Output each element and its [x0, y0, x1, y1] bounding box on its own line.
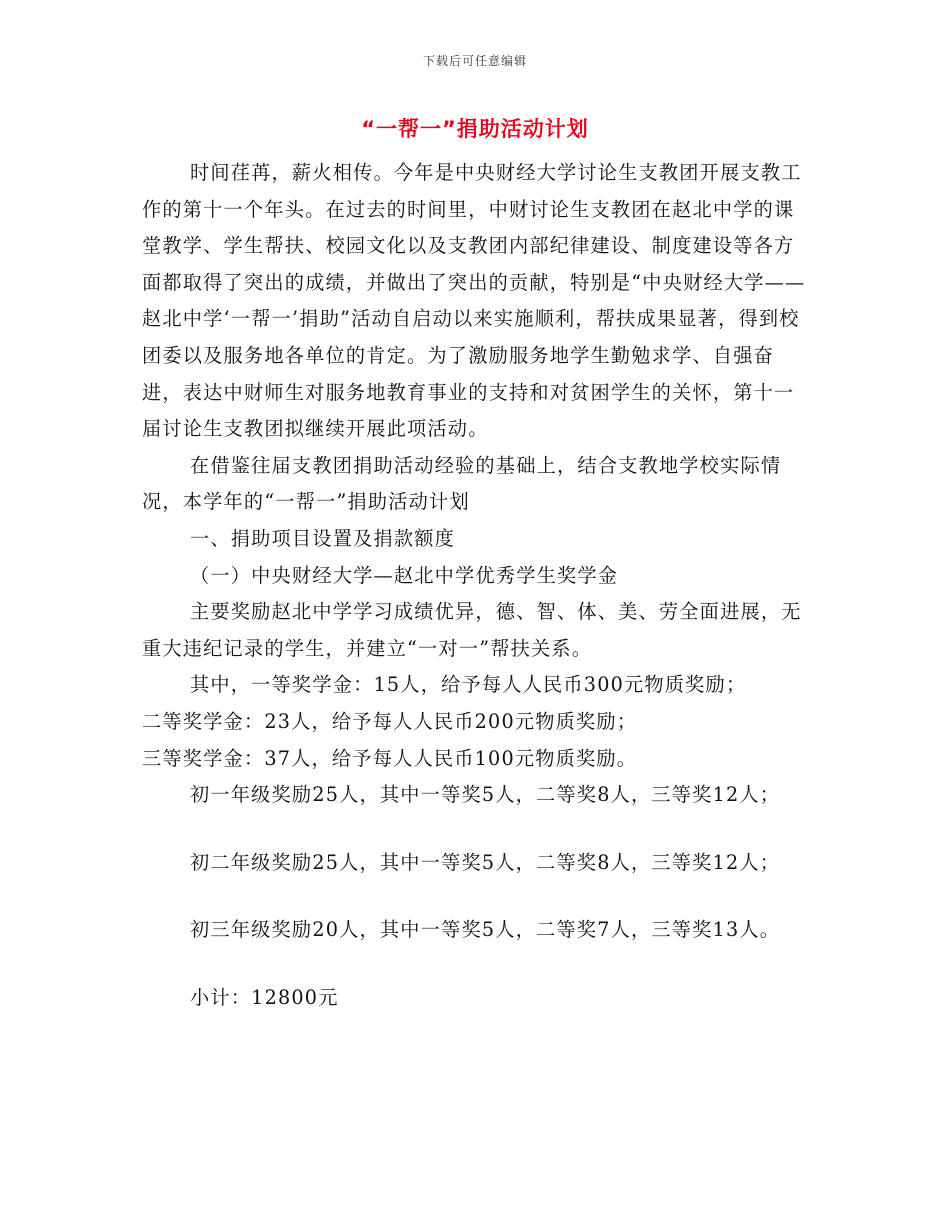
third-prize-line: 三等奖学金：37人，给予每人人民币100元物质奖励。 — [142, 746, 638, 770]
document-body — [142, 155, 812, 1016]
grade-one-line: 初一年级奖励25人，其中一等奖5人，二等奖8人，三等奖12人； — [190, 783, 781, 807]
second-prize-line: 二等奖学金：23人，给予每人人民币200元物质奖励； — [142, 709, 638, 733]
grade-two-line: 初二年级奖励25人，其中一等奖5人，二等奖8人，三等奖12人； — [190, 850, 781, 874]
award-criteria-paragraph: 主要奖励赵北中学学习成绩优异，德、智、体、美、劳全面进展，无重大违纪记录的学生，并建立“一对一”帮扶关系。 — [142, 600, 802, 660]
section-heading: 一、捐助项目设置及捐款额度 — [190, 526, 456, 550]
subtotal-line: 小计：12800元 — [190, 985, 339, 1009]
document-title: “一帮一”捐助活动计划 — [361, 117, 589, 141]
grade-three-line: 初三年级奖励20人，其中一等奖5人，二等奖7人，三等奖13人。 — [190, 918, 781, 942]
intro-paragraph: 时间荏苒，薪火相传。今年是中央财经大学讨论生支教团开展支教工作的第十一个年头。在过去的时间里，中财讨论生支教团在赵北中学的课堂教学、学生帮扶、校园文化以及支教团内部纪律建设、制度建设等各方面都取得了突出的成绩，并做出了突出的贡献，特别是“中央财经大学——赵北中学‘一帮一’捐助”活动自启动以来实施顺利，帮扶成果显著，得到校团委以及服务地各单位的肯定。为了激励服务地学生勤勉求学、自强奋进，表达中财师生对服务地教育事业的支持和对贫困学生的关怀，第十一届讨论生支教团拟继续开展此项活动。 — [142, 161, 806, 441]
page-header: 下载后可任意编辑 — [422, 54, 527, 68]
plan-paragraph: 在借鉴往届支教团捐助活动经验的基础上，结合支教地学校实际情况，本学年的“一帮一”捐助活动计划 — [142, 453, 782, 514]
first-prize-line: 其中，一等奖学金：15人，给予每人人民币300元物质奖励； — [190, 673, 747, 697]
subsection-heading: （一）中央财经大学—赵北中学优秀学生奖学金 — [190, 563, 619, 587]
